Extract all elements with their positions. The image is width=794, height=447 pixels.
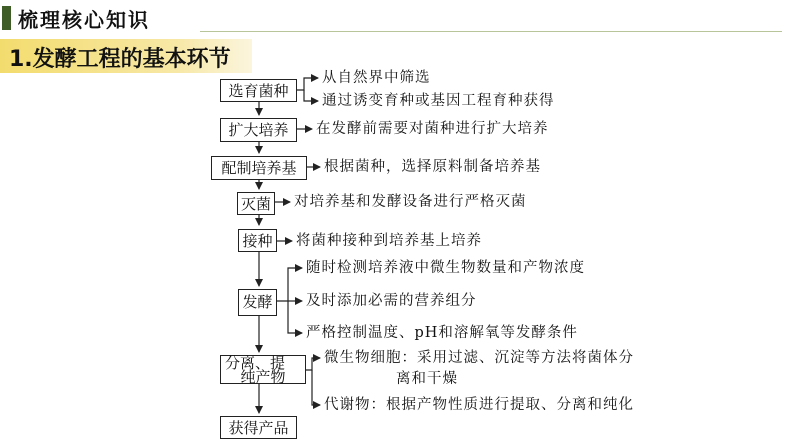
note-purify-metabolites: 代谢物：根据产物性质进行提取、分离和纯化: [324, 397, 634, 413]
step-sterilization: 灭菌: [237, 192, 275, 215]
note-select-breeding: 通过诱变育种或基因工程育种获得: [322, 93, 555, 109]
note-ferment-monitor: 随时检测培养液中微生物数量和产物浓度: [306, 260, 585, 276]
note-sterilization: 对培养基和发酵设备进行严格灭菌: [294, 194, 527, 210]
note-purify-cells-line2: 离和干燥: [396, 371, 458, 387]
note-ferment-nutrients: 及时添加必需的营养组分: [306, 293, 477, 309]
step-separation-line1: 分离、提: [225, 354, 286, 372]
note-expansion: 在发酵前需要对菌种进行扩大培养: [316, 121, 549, 137]
section-title: 1.发酵工程的基本环节: [9, 47, 231, 72]
note-purify-cells-line1: 微生物细胞：采用过滤、沉淀等方法将菌体分: [324, 350, 634, 366]
step-obtain-product: 获得产品: [220, 416, 297, 439]
page-title: 梳理核心知识: [18, 8, 150, 32]
step-inoculation: 接种: [238, 229, 277, 252]
step-fermentation: 发酵: [238, 289, 277, 316]
note-select-natural: 从自然界中筛选: [322, 70, 431, 86]
note-inoculation: 将菌种接种到培养基上培养: [296, 233, 482, 249]
step-separation-purification: [220, 355, 306, 384]
step-medium-preparation: 配制培养基: [211, 156, 307, 180]
note-ferment-conditions: 严格控制温度、pH和溶解氧等发酵条件: [306, 325, 578, 341]
step-strain-selection: 选育菌种: [220, 79, 297, 102]
note-medium: 根据菌种，选择原料制备培养基: [324, 159, 541, 175]
step-expansion-culture: 扩大培养: [220, 118, 297, 142]
step-separation-line2: 纯产物: [240, 368, 286, 386]
